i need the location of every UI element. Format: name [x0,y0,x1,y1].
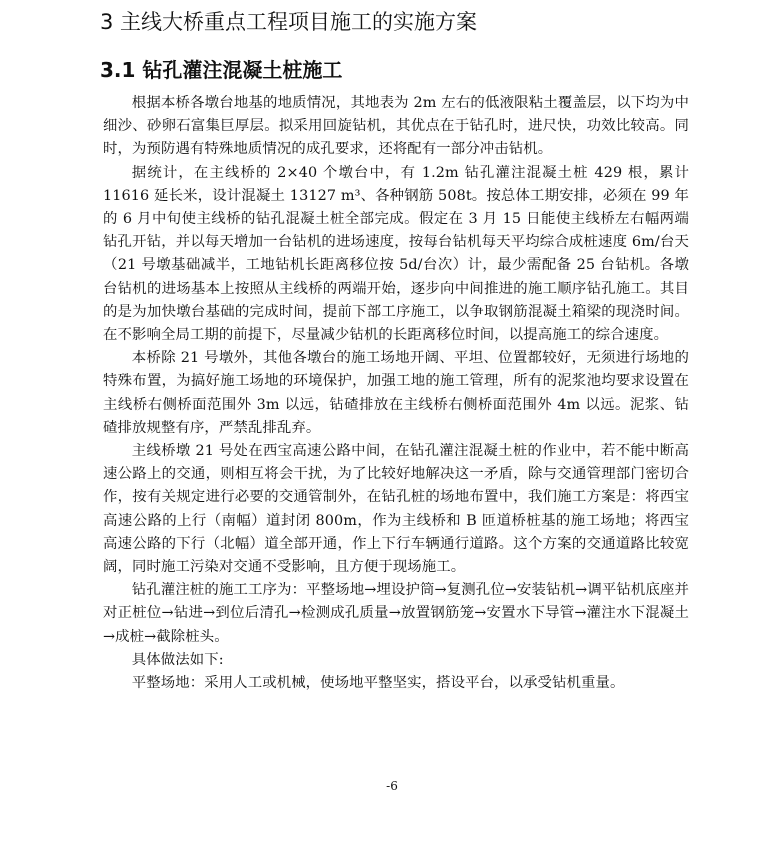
paragraph-statistics: 据统计，在主线桥的 2×40 个墩台中，有 1.2m 钻孔灌注混凝土桩 429 根，累计 11616 延长米，设计混凝土 13127 m³、各种钢筋 508t。按总体工期安排，必须在 99 年的 6 月中旬使主线桥的钻孔混凝土桩全部完成。假定在 3 月 15 日能使主线桥左右幅两端钻孔开钻，并以每天增加一台钻机的进场速度，按每台钻机每天平均综合成桩速度 6m/台天（21 号墩基础减半，工地钻机长距离移位按 5d/台次）计，最少需配备 25 台钻机。各墩台钻机的进场基本上按照从主线桥的两端开始，逐步向中间推进的施工顺序钻孔施工。其目的是为加快墩台基础的完成时间，提前下部工序施工，以争取钢筋混凝土箱梁的现浇时间。在不影响全局工期的前提下，尽量减少钻机的长距离移位时间，以提高施工的综合速度。 [103,164,689,344]
body-text [103,92,689,695]
paragraph-site-leveling: 平整场地：采用人工或机械，使场地平整坚实，搭设平台，以承受钻机重量。 [131,675,625,692]
paragraph-geology: 根据本桥各墩台地基的地质情况，其地表为 2m 左右的低液限粘土覆盖层，以下均为中细沙、砂卵石富集巨厚层。拟采用回旋钻机，其优点在于钻孔时，进尺快，功效比较高。同时，为预防遇有特殊地质情况的成孔要求，还将配有一部分冲击钻机。 [103,95,689,158]
page-number: -6 [386,779,398,793]
section-heading: 3.1 钻孔灌注混凝土桩施工 [100,58,343,82]
paragraph-site-layout: 本桥除 21 号墩外，其他各墩台的施工场地开阔、平坦、位置都较好，无须进行场地的特殊布置，为搞好施工场地的环境保护，加强工地的施工管理，所有的泥浆池均要求设置在主线桥右侧桥面范围外 3m 以远，钻碴排放在主线桥右侧桥面范围外 4m 以远。泥浆、钻碴排放规整有序，严禁乱排乱弃。 [103,350,689,436]
paragraph-pier-21: 主线桥墩 21 号处在西宝高速公路中间，在钻孔灌注混凝土桩的作业中，若不能中断高速公路上的交通，则相互将会干扰，为了比较好地解决这一矛盾，除与交通管理部门密切合作，按有关规定进行必要的交通管制外，在钻孔桩的场地布置中，我们施工方案是：将西宝高速公路的上行（南幅）道封闭 800m，作为主线桥和 B 匝道桥桩基的施工场地；将西宝高速公路的下行（北幅）道全部开通，作上下行车辆通行道路。这个方案的交通道路比较宽阔，同时施工污染对交通不受影响，且方便于现场施工。 [103,443,689,576]
paragraph-method-intro: 具体做法如下: [131,651,224,668]
chapter-heading: 3 主线大桥重点工程项目施工的实施方案 [100,10,478,34]
paragraph-procedure: 钻孔灌注桩的施工工序为：平整场地→埋设护筒→复测孔位→安装钻机→调平钻机底座并对正桩位→钻进→到位后清孔→检测成孔质量→放置钢筋笼→安置水下导管→灌注水下混凝土→成桩→截除桩头。 [103,582,689,645]
